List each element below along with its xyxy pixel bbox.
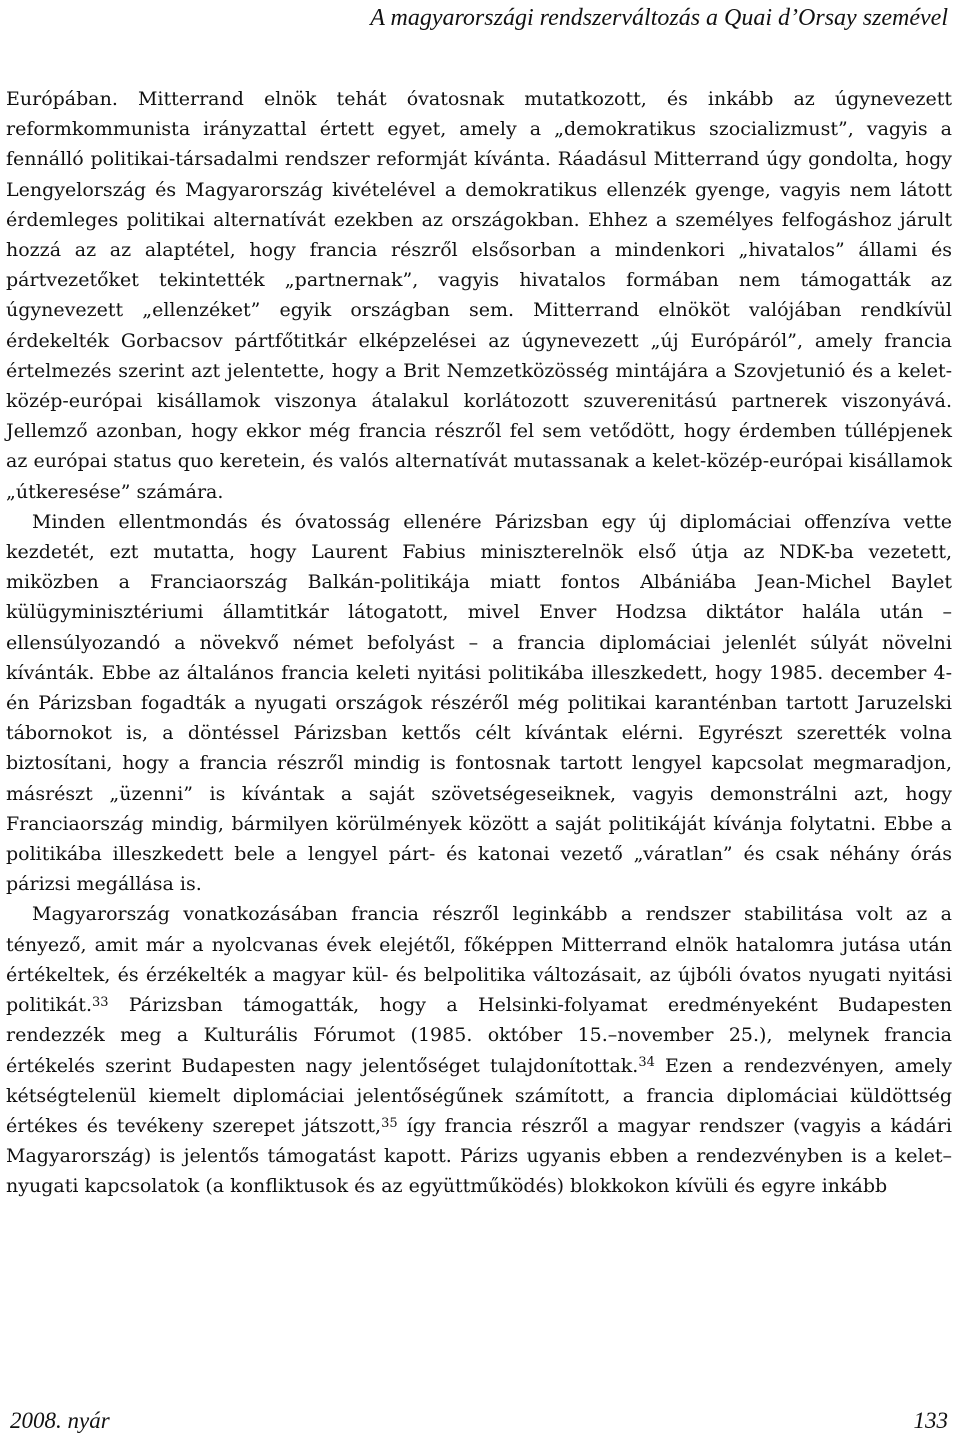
page-number: 133 [913, 1408, 948, 1433]
paragraph: Minden ellentmondás és óvatosság ellenére Párizsban egy új diplomáciai offenzíva vette kezdetét, ezt mutatta, hogy Laurent Fabius miniszterelnök első útja az NDK-ba vezetett, miközben a Franciaország Balkán-politikája miatt fontos Albániába Jean-Michel Baylet külügyminisztériumi államtitkár látogatott, mivel Enver Hodzsa diktátor halála után – ellensúlyozandó a növekvő német befolyást – a francia diplomáciai jelenlét súlyát növelni kívánták. Ebbe az általános francia keleti nyitási politikába illeszkedett, hogy 1985. december 4-én Párizsban fogadták a nyugati országok részéről még politikai karanténban tartott Jaruzelski tábornokot is, a döntéssel Párizsban kettős célt kívántak elérni. Egyrészt szerették volna biztosítani, hogy a francia részről mindig is fontosnak tartott lengyel kapcsolat megmaradjon, másrészt „üzenni” is kívántak a saját szövetségeseiknek, vagyis demonstrálni azt, hogy Franciaország mindig, bármilyen körülmények között a saját politikáját kívánja folytatni. Ebbe a politikába illeszkedett bele a lengyel párt- és katonai vezető „váratlan” és csak néhány órás párizsi megállása is. [6, 510, 952, 896]
footnote-reference: 33 [91, 994, 109, 1010]
footnote-reference: 34 [638, 1055, 655, 1071]
paragraph-text: Magyarország vonatkozásában francia részről leginkább a rendszer stabilitása volt az a tényező, amit már a nyolcvanas évek elejétől, főképpen Mitterrand elnök hatalomra jutása után értékeltek, és érzékelték a magyar kül- és belpolitika változásait, az újbóli óvatos nyugati nyitási politikát. [6, 903, 952, 1017]
footnote-reference: 35 [381, 1115, 398, 1131]
issue-label: 2008. nyár [10, 1408, 110, 1433]
running-head-title: A magyarországi rendszerváltozás a Quai d’Orsay szemével [370, 5, 948, 31]
article-body [6, 84, 952, 1202]
paragraph-text: így francia részről a magyar rendszer (vagyis a kádári Magyarország) is jelentős támogatást kapott. Párizs ugyanis ebben a rendezvényben is a kelet–nyugati kapcsolatok (a konfliktusok és az együttműködés) blokkokon kívüli és egyre inkább [6, 1114, 952, 1198]
paragraph [6, 899, 952, 1201]
paragraph: Európában. Mitterrand elnök tehát óvatosnak mutatkozott, és inkább az úgynevezett reformkommunista irányzattal értett egyet, amely a „demokratikus szocializmust”, vagyis a fennálló politikai-társadalmi rendszer reformját kívánta. Ráadásul Mitterrand úgy gondolta, hogy Lengyelország és Magyarország kivételével a demokratikus ellenzék gyenge, vagyis nem látott érdemleges politikai alternatívát ezekben az országokban. Ehhez a személyes felfogáshoz járult hozzá az az alaptétel, hogy francia részről elsősorban a mindenkori „hivatalos” állami és pártvezetőket tekintették „partnernak”, vagyis hivatalos formában nem támogatták az úgynevezett „ellenzéket” egyik országban sem. Mitterrand elnököt valójában rendkívül érdekelték Gorbacsov pártfőtitkár elképzelései az úgynevezett „új Európáról”, amely francia értelmezés szerint azt jelentette, hogy a Brit Nemzetközösség mintájára a Szovjetunió és a kelet-közép-európai kisállamok viszonya átalakul korlátozott szuverenitású partnerek viszonyává. Jellemző azonban, hogy ekkor még francia részről fel sem vetődött, hogy érdemben túllépjenek az európai status quo keretein, és valós alternatívát mutassanak a kelet-közép-európai kisállamok „útkeresése” számára. [6, 88, 952, 503]
paragraph-text: Párizsban támogatták, hogy a Helsinki-folyamat eredményeként Budapesten rendezzék meg a Kulturális Fórumot (1985. október 15.–november 25.), melynek francia értékelés szerint Budapesten nagy jelentőséget tulajdonítottak. [6, 994, 952, 1077]
paragraph-text: Ezen a rendezvényen, amely kétségtelenül kiemelt diplomáciai jelentőségűnek számított, a francia diplomáciai küldöttség értékes és tevékeny szerepet játszott, [6, 1054, 952, 1137]
